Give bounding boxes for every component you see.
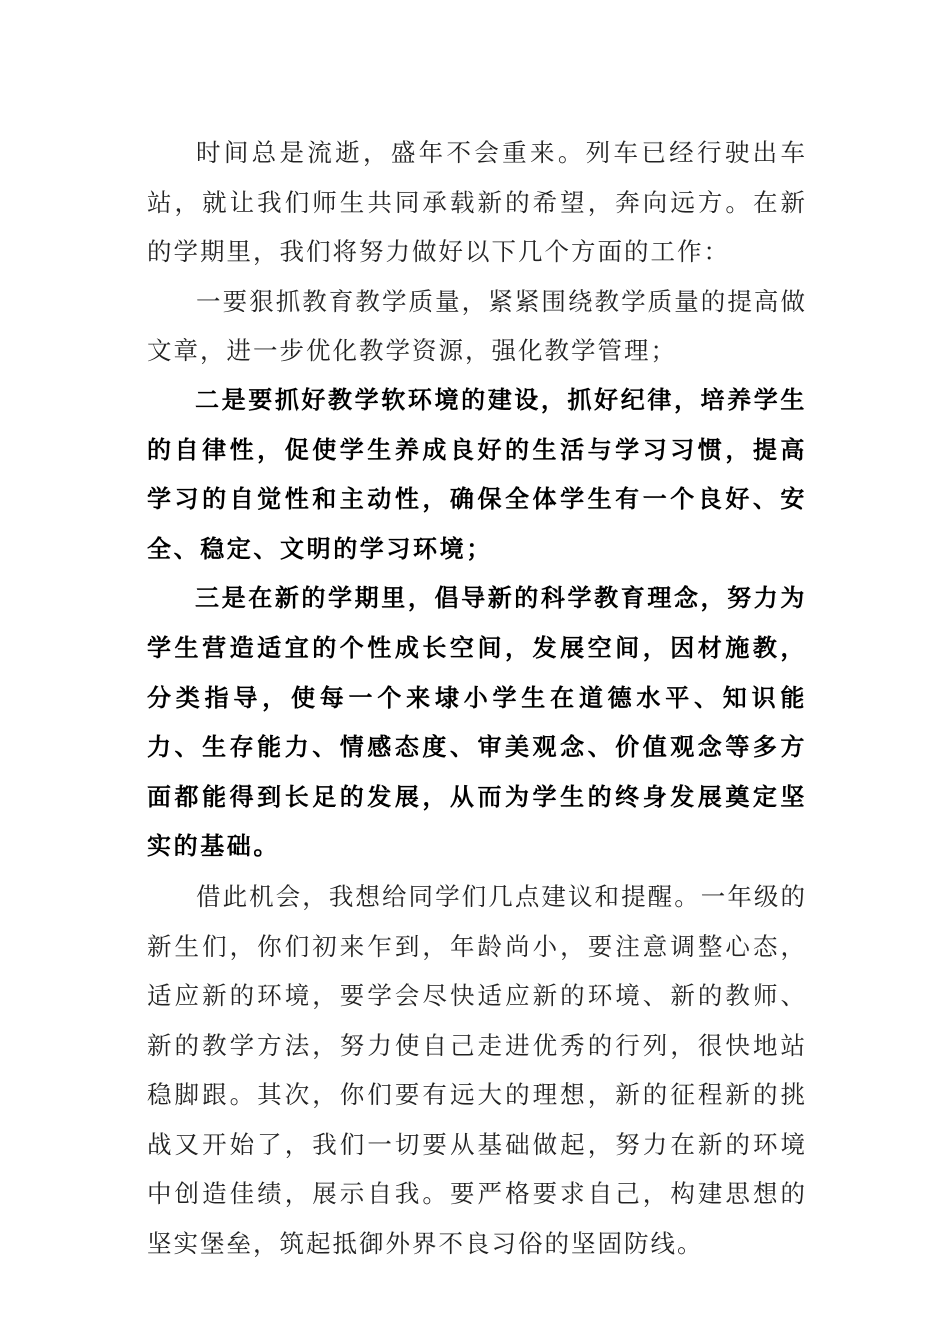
paragraph-point-three: 三是在新的学期里，倡导新的科学教育理念，努力为学生营造适宜的个性成长空间，发展空间，因材施教，分类指导，使每一个来埭小学生在道德水平、知识能力、生存能力、情感态度、审美观念、价值观念等多方面都能得到长足的发展，从而为学生的终身发展奠定坚实的基础。 (147, 584, 807, 861)
paragraph-point-one: 一要狠抓教育教学质量，紧紧围绕教学质量的提高做文章，进一步优化教学资源，强化教学管理； (147, 286, 807, 366)
paragraph-point-two: 二是要抓好教学软环境的建设，抓好纪律，培养学生的自律性，促使学生养成良好的生活与学习习惯，提高学习的自觉性和主动性，确保全体学生有一个良好、安全、稳定、文明的学习环境； (147, 385, 807, 563)
paragraph-intro: 时间总是流逝，盛年不会重来。列车已经行驶出车站，就让我们师生共同承载新的希望，奔向远方。在新的学期里，我们将努力做好以下几个方面的工作： (147, 138, 807, 267)
document-body (147, 128, 807, 1269)
paragraph-advice: 借此机会，我想给同学们几点建议和提醒。一年级的新生们，你们初来乍到，年龄尚小，要注意调整心态，适应新的环境，要学会尽快适应新的环境、新的教师、新的教学方法，努力使自己走进优秀的行列，很快地站稳脚跟。其次，你们要有远大的理想，新的征程新的挑战又开始了，我们一切要从基础做起，努力在新的环境中创造佳绩，展示自我。要严格要求自己，构建思想的坚实堡垒，筑起抵御外界不良习俗的坚固防线。 (147, 881, 807, 1259)
